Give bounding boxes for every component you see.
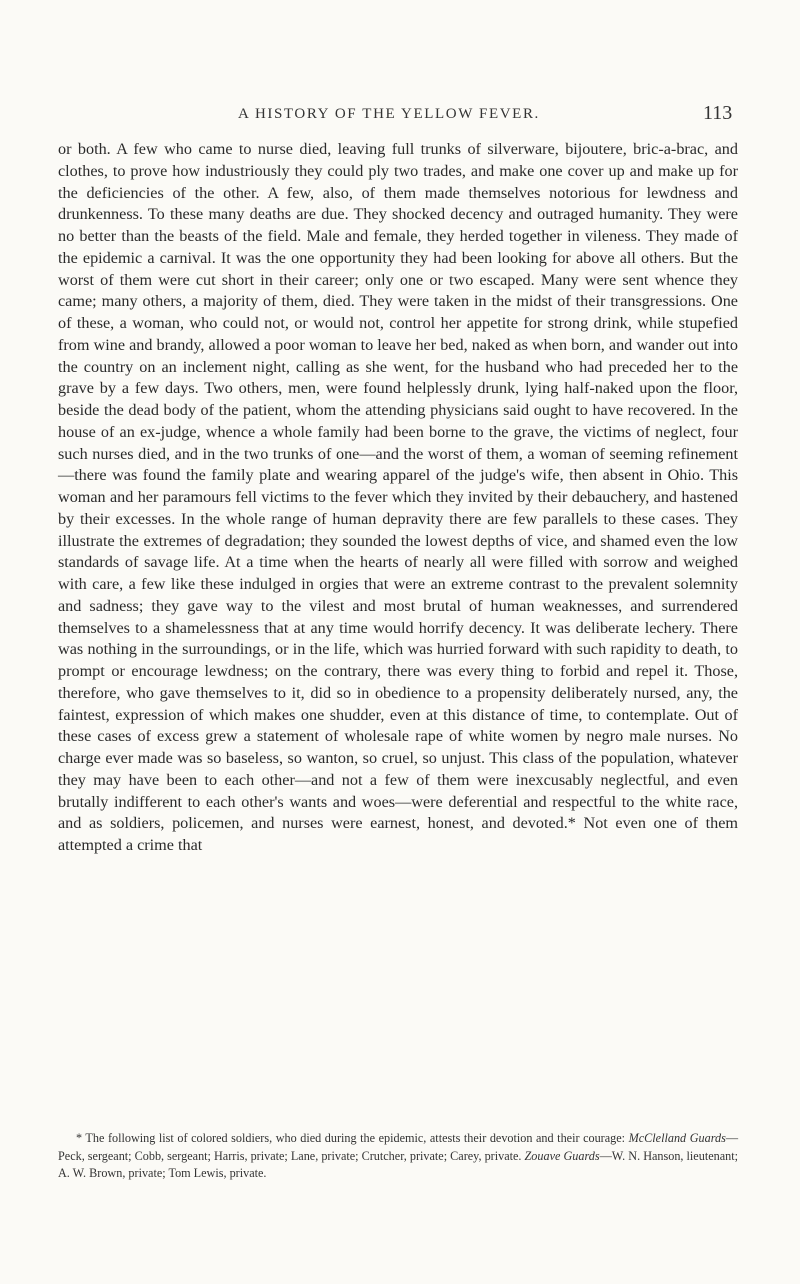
footnote [58, 1130, 738, 1183]
footnote-unit-mcclelland-guards: McClelland Guards [628, 1131, 726, 1145]
footnote-intro: * The following list of colored soldiers, who died during the epidemic, attests their devotion and their courage: [76, 1131, 629, 1145]
running-head [0, 102, 800, 130]
running-head-title: A HISTORY OF THE YELLOW FEVER. [238, 106, 540, 122]
footnote-zouave-members: —W. N. Hanson, lieutenant; A. W. Brown, private; Tom Lewis, private. [58, 1148, 738, 1180]
footnote-unit-zouave-guards: Zouave Guards [524, 1148, 600, 1163]
footnote-mcclelland-members: —Peck, sergeant; Cobb, sergeant; Harris, private; Lane, private; Crutcher, private; Carey, private. [58, 1131, 739, 1163]
page-number: 113 [703, 102, 733, 124]
body-paragraph: or both. A few who came to nurse died, leaving full trunks of silverware, bijoutere, bric-a-brac, and clothes, to prove how industriously they could ply two trades, and make one cover up and make up for the deficiencies of the other. A few, also, of them made themselves notorious for lewdness and drunkenness. To these many deaths are due. They shocked decency and outraged humanity. They were no better than the beasts of the field. Male and female, they herded together in vileness. They made of the epidemic a carnival. It was the one opportunity they had been looking for above all others. But the worst of them were cut short in their career; only one or two escaped. Many were sent whence they came; many others, a majority of them, died. They were taken in the midst of their transgressions. One of these, a woman, who could not, or would not, control her appetite for strong drink, while stupefied from wine and brandy, allowed a poor woman to leave her bed, naked as when born, and wander out into the country on an inclement night, calling as she went, for the husband who had preceded her to the grave by a few days. Two others, men, were found helplessly drunk, lying half-naked upon the floor, beside the dead body of the patient, whom the attending physicians said ought to have recovered. In the house of an ex-judge, whence a whole family had been borne to the grave, the victims of neglect, four such nurses died, and in the two trunks of one—and the worst of them, a woman of seeming refinement—there was found the family plate and wearing apparel of the judge's wife, then absent in Ohio. This woman and her paramours fell victims to the fever which they invited by their debauchery, and hastened by their excesses. In the whole range of human depravity there are few parallels to these cases. They illustrate the extremes of degradation; they sounded the lowest depths of vice, and shamed even the low standards of savage life. At a time when the hearts of nearly all were filled with sorrow and weighed with care, a few like these indulged in orgies that were an extreme contrast to the prevalent solemnity and sadness; they gave way to the vilest and most brutal of human weaknesses, and surrendered themselves to a shamelessness that at any time would horrify decency. It was deliberate lechery. There was nothing in the surroundings, or in the life, which was hurried forward with such rapidity to death, to prompt or encourage lewdness; on the contrary, there was every thing to forbid and repel it. Those, therefore, who gave themselves to it, did so in obedience to a propensity deliberately nursed, any, the faintest, expression of which makes one shudder, even at this distance of time, to contemplate. Out of these cases of excess grew a statement of wholesale rape of white women by negro male nurses. No charge ever made was so baseless, so wanton, so cruel, so unjust. This class of the population, whatever they may have been to each other—and not a few of them were inexcusably neglectful, and even brutally indifferent to each other's wants and woes—were deferential and respectful to the white race, and as soldiers, policemen, and nurses were earnest, honest, and devoted.* Not even one of them attempted a crime that [58, 140, 738, 854]
